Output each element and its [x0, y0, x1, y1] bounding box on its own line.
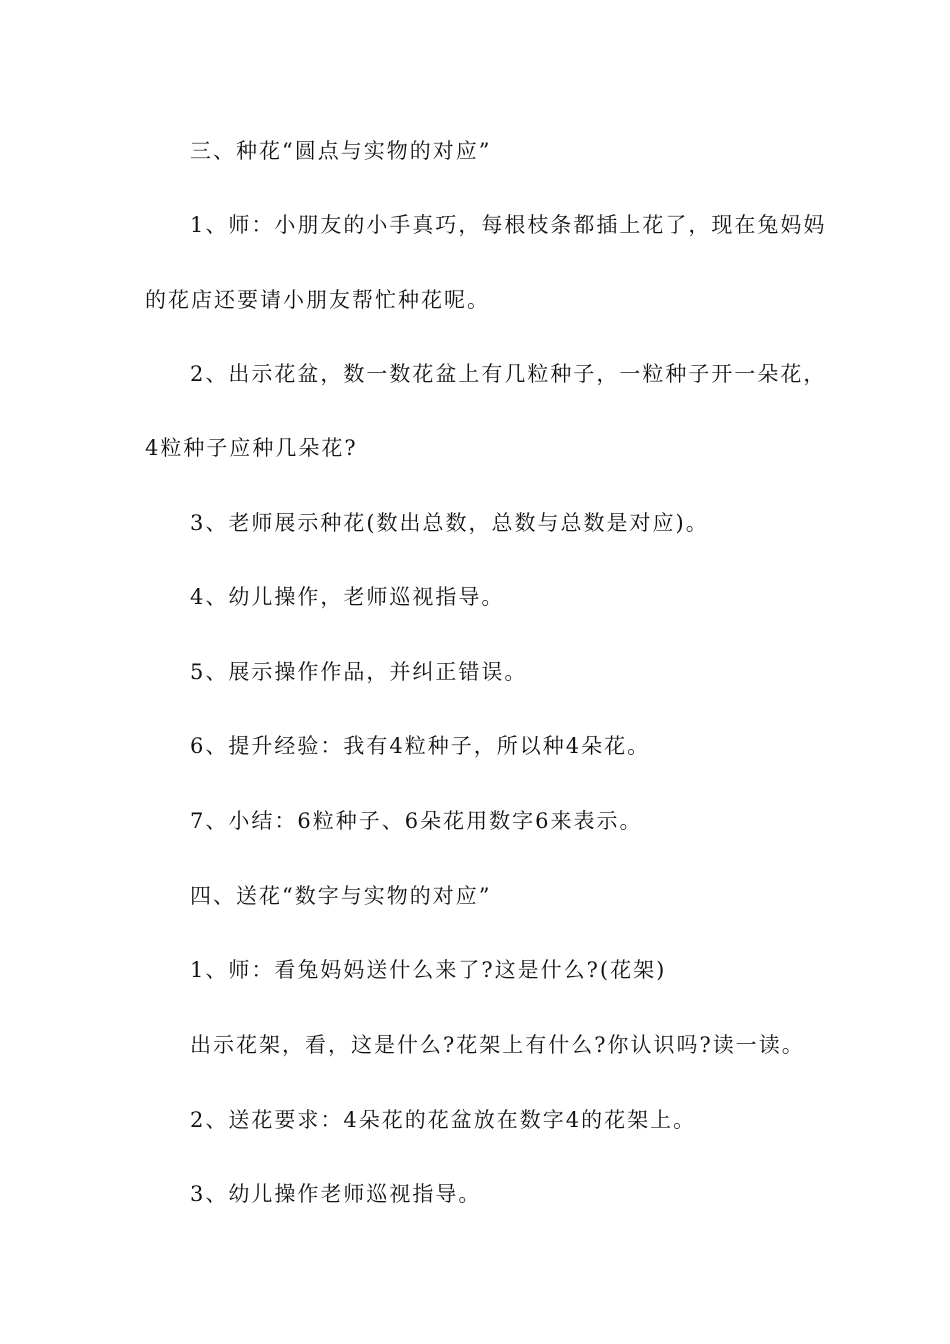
paragraph-line: 3、老师展示种花(数出总数，总数与总数是对应)。 [190, 511, 709, 535]
paragraph-line: 出示花架，看，这是什么?花架上有什么?你认识吗?读一读。 [190, 1033, 805, 1057]
paragraph-line: 1、师：小朋友的小手真巧，每根枝条都插上花了，现在兔妈妈 [190, 213, 827, 237]
section-heading-3: 三、种花“圆点与实物的对应” [190, 139, 492, 163]
paragraph-line: 2、出示花盆，数一数花盆上有几粒种子，一粒种子开一朵花， [190, 362, 827, 386]
paragraph-line: 1、师：看兔妈妈送什么来了?这是什么?(花架) [190, 958, 667, 982]
paragraph-line: 2、送花要求：4朵花的花盆放在数字4的花架上。 [190, 1108, 697, 1132]
paragraph-line: 4、幼儿操作，老师巡视指导。 [190, 585, 505, 609]
paragraph-line: 3、幼儿操作老师巡视指导。 [190, 1182, 482, 1206]
paragraph-line: 6、提升经验：我有4粒种子，所以种4朵花。 [190, 734, 651, 758]
paragraph-line: 5、展示操作作品，并纠正错误。 [190, 660, 528, 684]
paragraph-line: 4粒种子应种几朵花? [145, 436, 358, 460]
section-heading-4: 四、送花“数字与实物的对应” [190, 884, 492, 908]
paragraph-line: 7、小结：6粒种子、6朵花用数字6来表示。 [190, 809, 643, 833]
paragraph-line: 的花店还要请小朋友帮忙种花呢。 [145, 288, 490, 312]
